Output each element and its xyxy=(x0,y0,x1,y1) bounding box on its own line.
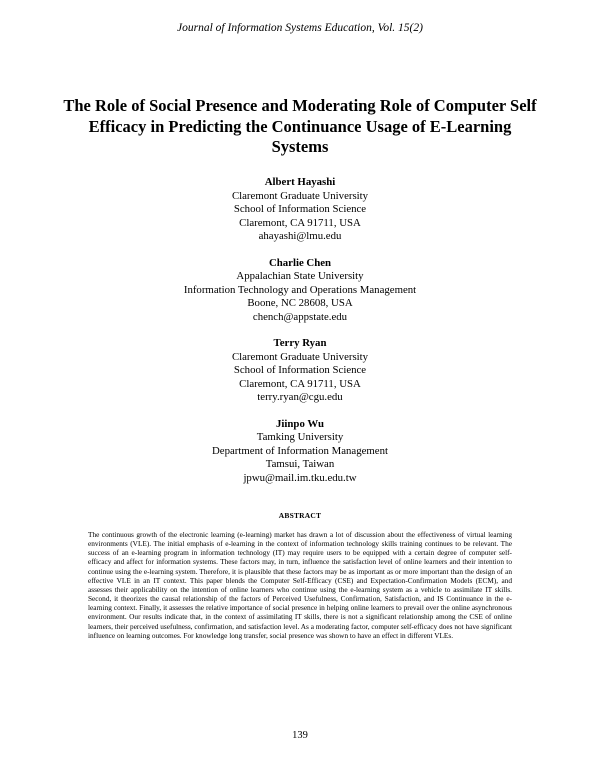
author-name: Albert Hayashi xyxy=(264,176,336,188)
author-block xyxy=(0,257,600,325)
author-address: Claremont, CA 91711, USA xyxy=(239,216,361,229)
author-address: Claremont, CA 91711, USA xyxy=(239,377,361,390)
author-affiliation: Tamking University xyxy=(256,431,344,443)
author-affiliation: Claremont Graduate University xyxy=(231,189,369,202)
abstract-heading: ABSTRACT xyxy=(278,511,322,520)
author-department: Department of Information Management xyxy=(212,444,388,457)
author-email: jpwu@mail.im.tku.edu.tw xyxy=(243,471,357,484)
author-block xyxy=(0,337,600,405)
author-name: Terry Ryan xyxy=(273,337,327,349)
author-address: Boone, NC 28608, USA xyxy=(247,297,353,309)
page-number: 139 xyxy=(292,730,308,741)
author-list xyxy=(0,176,600,498)
author-affiliation: Claremont Graduate University xyxy=(231,350,369,363)
abstract-body: The continuous growth of the electronic learning (e-learning) market has drawn a lot of discussion about the effectiveness of virtual learning environments (VLE). The initial emphasis of e-learning in the context of information technology skills training continues to be relevant. The success of an e-learning program in information technology (IT) may require users to be equipped with a certain degree of computer self-efficacy and affect for information systems. These factors may, in turn, influence the satisfaction level of online learners and their intention to continue using the e-learning system. Therefore, it is plausible that these factors may be as important as or more important than the design of an effective VLE in an IT context. This paper blends the Computer Self-Efficacy (CSE) and Expectation-Confirmation Models (ECM), and assesses their applicability on the intention of online learners who continue using the e-learning system as a vehicle to assimilate IT skills. Second, it theorizes the causal relationship of the factors of Perceived Usefulness, Confirmation, Satisfaction, and IS Continuance in the e-learning context. Finally, it assesses the relative importance of social presence in helping online learners to prevail over the online asynchronous environment. Our results indicate that, in the context of assimilating IT skills, there is not a significant relationship among the CSE of online learners, their perceived usefulness, confirmation, and satisfaction level. As a moderating factor, computer self-efficacy does not have significant influence on learning outcomes. For knowledge long transfer, social presence was shown to have an effect in different VLEs. xyxy=(88,530,512,640)
author-department: Information Technology and Operations Management xyxy=(183,283,417,296)
author-email: chench@appstate.edu xyxy=(252,310,348,323)
paper-title: The Role of Social Presence and Moderating Role of Computer Self Efficacy in Predicting the Continuance Usage of E-Learning Systems xyxy=(63,96,537,156)
author-name: Jiinpo Wu xyxy=(276,417,324,430)
author-department: School of Information Science xyxy=(233,364,367,376)
author-address: Tamsui, Taiwan xyxy=(265,458,335,470)
author-name: Charlie Chen xyxy=(268,256,332,269)
author-block xyxy=(0,176,600,244)
journal-header: Journal of Information Systems Education, Vol. 15(2) xyxy=(177,22,423,34)
author-block xyxy=(0,418,600,486)
author-affiliation: Appalachian State University xyxy=(236,270,364,282)
author-department: School of Information Science xyxy=(233,203,367,215)
author-email: terry.ryan@cgu.edu xyxy=(257,391,343,403)
author-email: ahayashi@lmu.edu xyxy=(258,230,342,242)
